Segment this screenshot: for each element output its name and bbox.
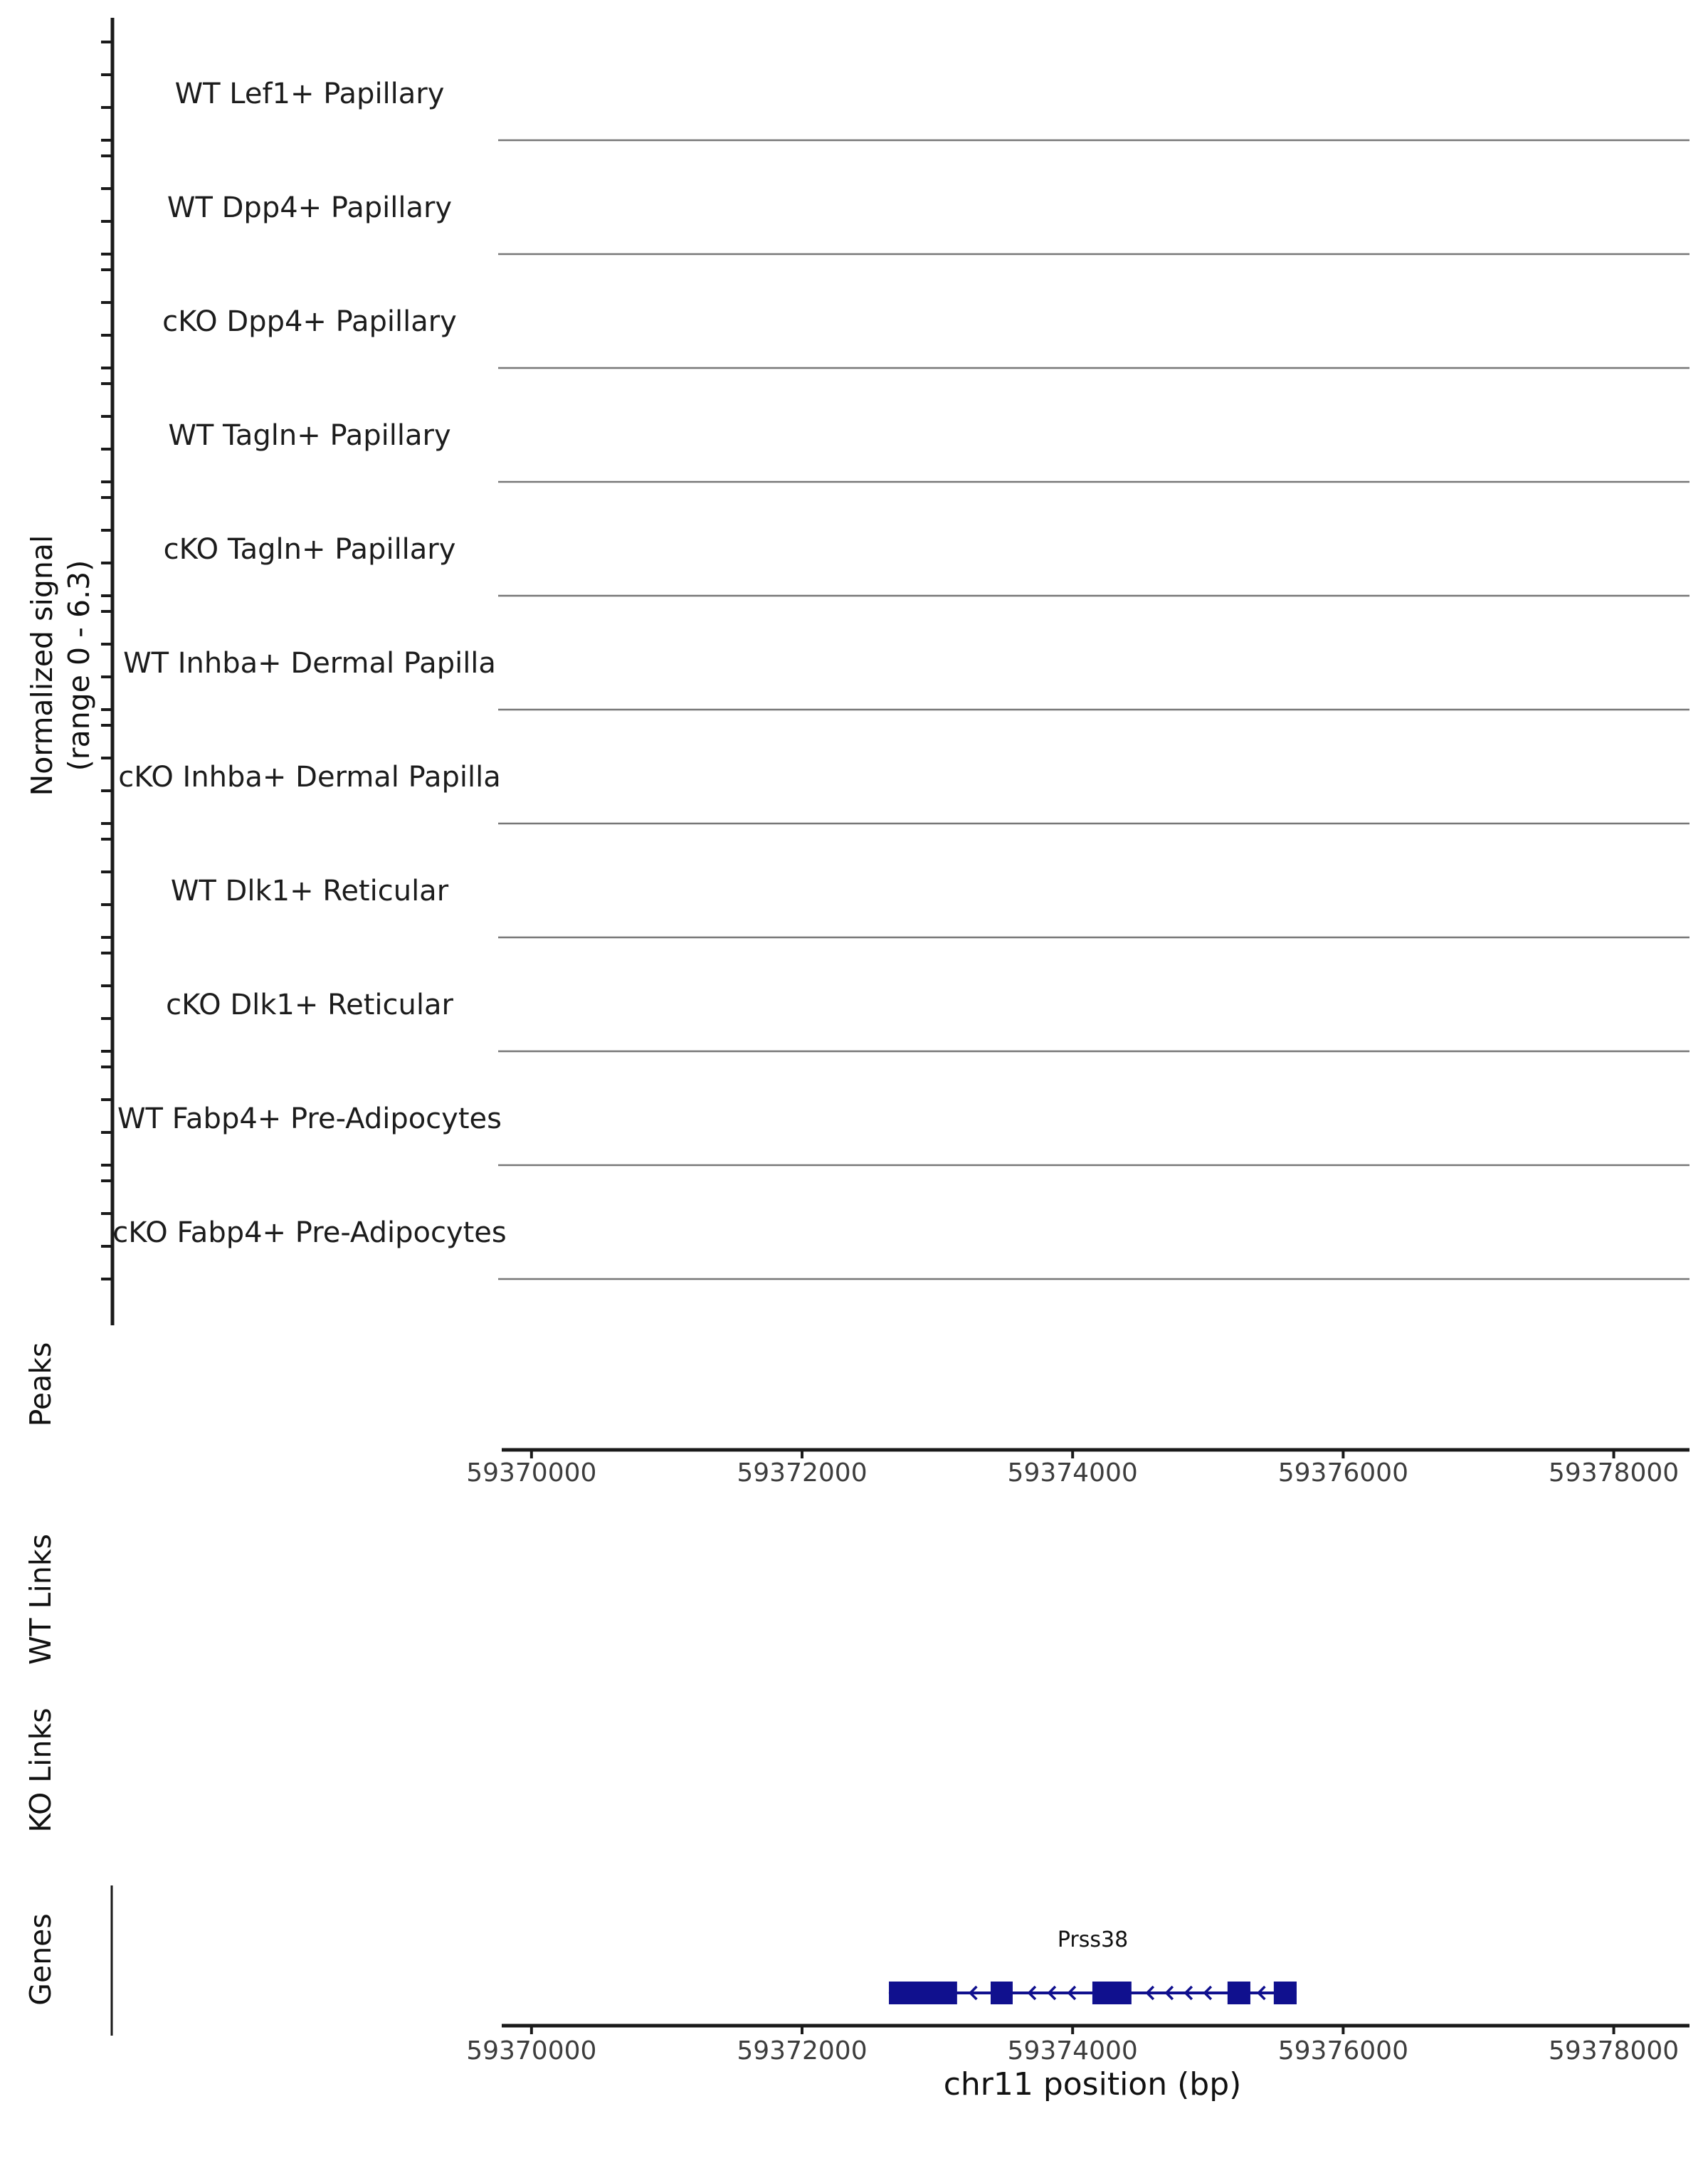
track-label: cKO Fabp4+ Pre-Adipocytes (112, 1216, 507, 1249)
track-label: WT Tagln+ Papillary (168, 419, 451, 452)
y-axis-title (23, 310, 102, 1021)
section-label-wt-links: WT Links (23, 1534, 58, 1665)
track-label: cKO Dpp4+ Papillary (162, 305, 457, 338)
section-label-ko-links: KO Links (23, 1708, 58, 1833)
x-axis-tick-label: 59374000 (1007, 1458, 1138, 1488)
track-label: WT Dpp4+ Papillary (167, 191, 453, 224)
track-label: cKO Tagln+ Papillary (163, 533, 456, 566)
gene-exon (1092, 1982, 1132, 2004)
x-axis-tick-label: 59376000 (1277, 1458, 1408, 1488)
track-label: cKO Dlk1+ Reticular (166, 989, 453, 1021)
track-label: WT Fabp4+ Pre-Adipocytes (117, 1103, 502, 1135)
y-axis-title-line2: (range 0 - 6.3) (62, 559, 96, 772)
track-label: WT Inhba+ Dermal Papilla (123, 647, 496, 680)
gene-exon (889, 1982, 957, 2004)
gene-name-label: Prss38 (1057, 1927, 1129, 1952)
x-axis-tick-label: 59370000 (466, 2036, 597, 2066)
y-axis-title-line1: Normalized signal (25, 535, 59, 796)
gene-exon (1228, 1982, 1250, 2004)
x-axis-tick-label: 59374000 (1007, 2036, 1138, 2066)
track-label: WT Lef1+ Papillary (174, 78, 445, 110)
x-axis-tick-label: 59378000 (1548, 1458, 1680, 1488)
gene-exon (1274, 1982, 1297, 2004)
x-axis-title: chr11 position (bp) (943, 2066, 1242, 2103)
gene-exon (991, 1982, 1013, 2004)
x-axis-tick-label: 59376000 (1277, 2036, 1408, 2066)
x-axis-tick-label: 59372000 (737, 2036, 868, 2066)
x-axis-tick-label: 59372000 (737, 1458, 868, 1488)
section-label-genes: Genes (23, 1913, 58, 2006)
x-axis-tick-label: 59370000 (466, 1458, 597, 1488)
section-label-peaks: Peaks (23, 1342, 58, 1427)
track-label: cKO Inhba+ Dermal Papilla (118, 761, 501, 794)
x-axis-tick-label: 59378000 (1548, 2036, 1680, 2066)
track-label: WT Dlk1+ Reticular (170, 875, 449, 907)
